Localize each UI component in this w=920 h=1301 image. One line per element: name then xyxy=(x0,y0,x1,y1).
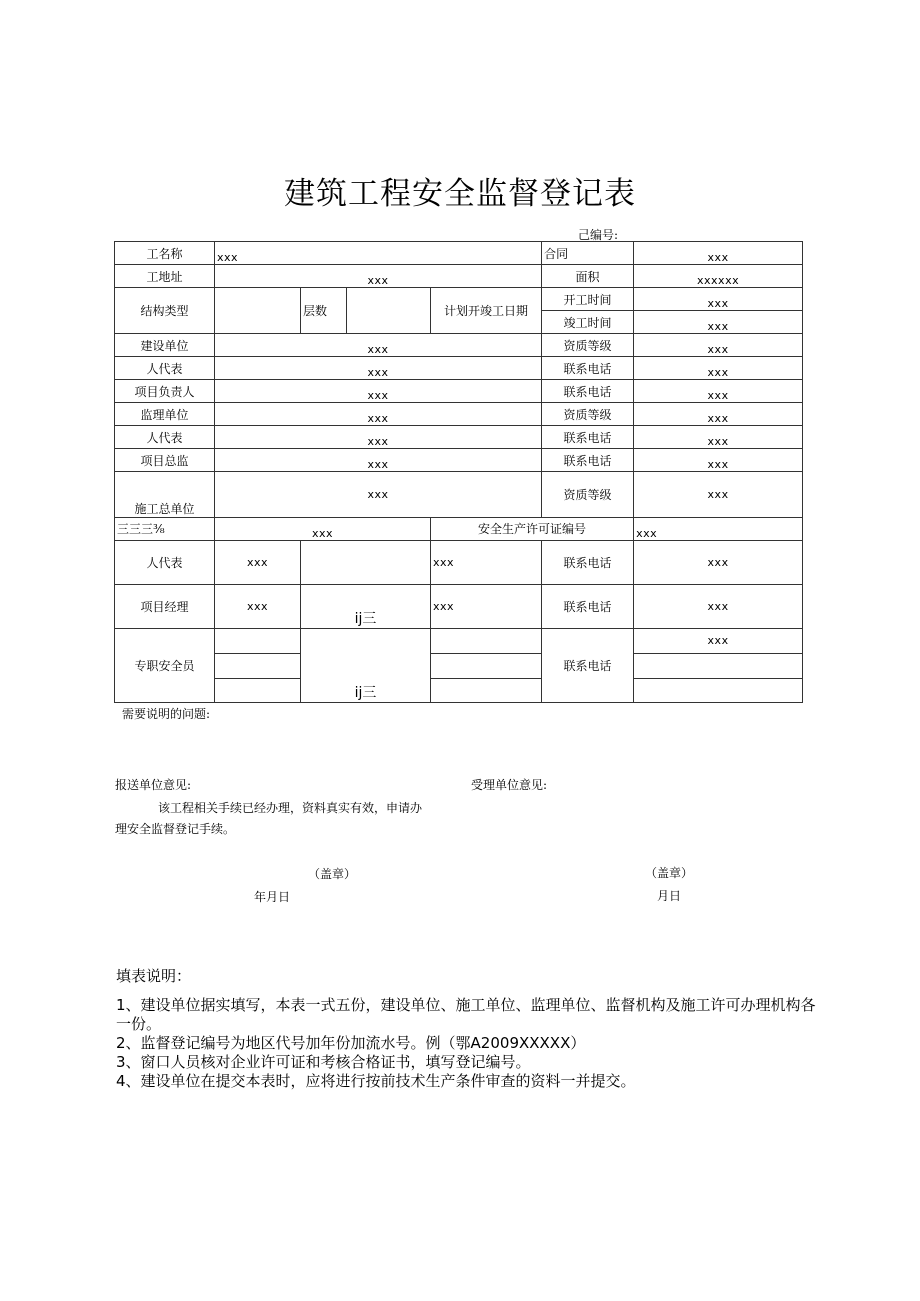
phone-value[interactable]: xxx xyxy=(634,426,803,449)
project-manager-value[interactable]: xxx xyxy=(215,380,542,403)
phone-label: 联系电话 xyxy=(542,357,634,380)
contractor-legal-rep-label: 人代表 xyxy=(115,540,215,584)
qualification-label: 资质等级 xyxy=(542,472,634,517)
safety-officer-cell[interactable] xyxy=(431,678,542,702)
planned-dates-label: 计划开竣工日期 xyxy=(431,288,542,334)
site-manager-value-b[interactable]: xxx xyxy=(431,584,542,628)
site-manager-label: 项目经理 xyxy=(115,584,215,628)
chief-supervisor-label: 项目总监 xyxy=(115,449,215,472)
phone-value[interactable]: xxx xyxy=(634,357,803,380)
safety-officer-cell[interactable] xyxy=(215,678,301,702)
structure-type-value[interactable] xyxy=(215,288,301,334)
area-value[interactable]: xxxxxx xyxy=(634,265,803,288)
project-address-value[interactable]: xxx xyxy=(215,265,542,288)
legal-rep-label: 人代表 xyxy=(115,357,215,380)
phone-value[interactable]: xxx xyxy=(634,628,803,653)
completion-time-label: 竣工时间 xyxy=(542,311,634,334)
instruction-item: 4、建设单位在提交本表时，应将进行按前技术生产条件审查的资料一并提交。 xyxy=(116,1072,636,1090)
project-name-value[interactable]: xxx xyxy=(215,242,542,265)
qualification-value[interactable]: xxx xyxy=(634,403,803,426)
contract-label: 合同 xyxy=(542,242,634,265)
instruction-item: 2、监督登记编号为地区代号加年份加流水号。例（鄂A2009XXXXX） xyxy=(116,1034,586,1052)
floors-label: 层数 xyxy=(301,288,347,334)
problems-label: 需要说明的问题: xyxy=(122,707,211,721)
legal-rep-value[interactable]: xxx xyxy=(215,426,542,449)
legal-rep-label: 人代表 xyxy=(115,426,215,449)
phone-value[interactable]: xxx xyxy=(634,380,803,403)
safety-officer-cell[interactable] xyxy=(215,653,301,678)
site-manager-mid: ij三 xyxy=(301,584,431,628)
construction-unit-label: 建设单位 xyxy=(115,334,215,357)
supervision-unit-value[interactable]: xxx xyxy=(215,403,542,426)
safety-officer-cell[interactable] xyxy=(215,628,301,653)
safety-permit-label: 安全生产许可证编号 xyxy=(431,517,634,540)
safety-permit-value[interactable]: xxx xyxy=(634,517,803,540)
phone-value[interactable]: xxx xyxy=(634,584,803,628)
construction-unit-value[interactable]: xxx xyxy=(215,334,542,357)
registration-number-label: 己编号: xyxy=(578,228,619,242)
submit-opinion-text-1: 该工程相关手续已经办理，资料真实有效，申请办 xyxy=(158,801,423,815)
date-left: 年月日 xyxy=(254,890,291,904)
page-title: 建筑工程安全监督登记表 xyxy=(284,176,636,212)
instructions-title: 填表说明： xyxy=(116,967,192,985)
area-label: 面积 xyxy=(542,265,634,288)
general-contractor-label: 施工总单位 xyxy=(115,472,215,517)
project-manager-label: 项目负责人 xyxy=(115,380,215,403)
date-right: 月日 xyxy=(657,889,682,903)
accept-opinion-label: 受理单位意见: xyxy=(471,778,548,792)
phone-label: 联系电话 xyxy=(542,380,634,403)
phone-label: 联系电话 xyxy=(542,449,634,472)
structure-type-label: 结构类型 xyxy=(115,288,215,334)
contract-value[interactable]: xxx xyxy=(634,242,803,265)
chief-supervisor-value[interactable]: xxx xyxy=(215,449,542,472)
submit-opinion-text-2: 理安全监督登记手续。 xyxy=(115,822,236,836)
safety-officer-cell[interactable] xyxy=(431,628,542,653)
safety-officer-mid: ij三 xyxy=(301,628,431,702)
qualification-label: 资质等级 xyxy=(542,334,634,357)
phone-label: 联系电话 xyxy=(542,540,634,584)
legal-rep-value[interactable]: xxx xyxy=(215,357,542,380)
seal-left: （盖章） xyxy=(308,867,357,881)
floors-value[interactable] xyxy=(347,288,431,334)
phone-label: 联系电话 xyxy=(542,584,634,628)
instruction-item: 3、窗口人员核对企业许可证和考核合格证书，填写登记编号。 xyxy=(116,1053,531,1071)
completion-time-value[interactable]: xxx xyxy=(634,311,803,334)
supervision-unit-label: 监理单位 xyxy=(115,403,215,426)
phone-value[interactable]: xxx xyxy=(634,540,803,584)
qualification-value[interactable]: xxx xyxy=(634,334,803,357)
project-name-label: 工名称 xyxy=(115,242,215,265)
phone-label: 联系电话 xyxy=(542,426,634,449)
contractor-row-value[interactable]: xxx xyxy=(215,517,431,540)
contractor-legal-rep-value[interactable]: xxx xyxy=(215,540,301,584)
seal-right: （盖章） xyxy=(645,866,694,880)
project-address-label: 工地址 xyxy=(115,265,215,288)
contractor-legal-rep-blank[interactable] xyxy=(301,540,431,584)
safety-officer-cell[interactable] xyxy=(431,653,542,678)
general-contractor-value[interactable]: xxx xyxy=(215,472,542,517)
contractor-legal-rep-value-b[interactable]: xxx xyxy=(431,540,542,584)
phone-value[interactable] xyxy=(634,678,803,702)
submit-opinion-label: 报送单位意见: xyxy=(115,778,192,792)
registration-table xyxy=(114,241,803,703)
qualification-value[interactable]: xxx xyxy=(634,472,803,517)
qualification-label: 资质等级 xyxy=(542,403,634,426)
start-time-value[interactable]: xxx xyxy=(634,288,803,311)
phone-value[interactable]: xxx xyxy=(634,449,803,472)
phone-value[interactable] xyxy=(634,653,803,678)
contractor-row-label: 三三三⅜ xyxy=(115,517,215,540)
safety-officer-label: 专职安全员 xyxy=(115,628,215,702)
start-time-label: 开工时间 xyxy=(542,288,634,311)
site-manager-value[interactable]: xxx xyxy=(215,584,301,628)
phone-label: 联系电话 xyxy=(542,628,634,702)
instruction-item: 1、建设单位据实填写，本表一式五份，建设单位、施工单位、监理单位、监督机构及施工许可办理机构各一份。 xyxy=(116,996,816,1033)
instructions-list xyxy=(116,996,816,1091)
